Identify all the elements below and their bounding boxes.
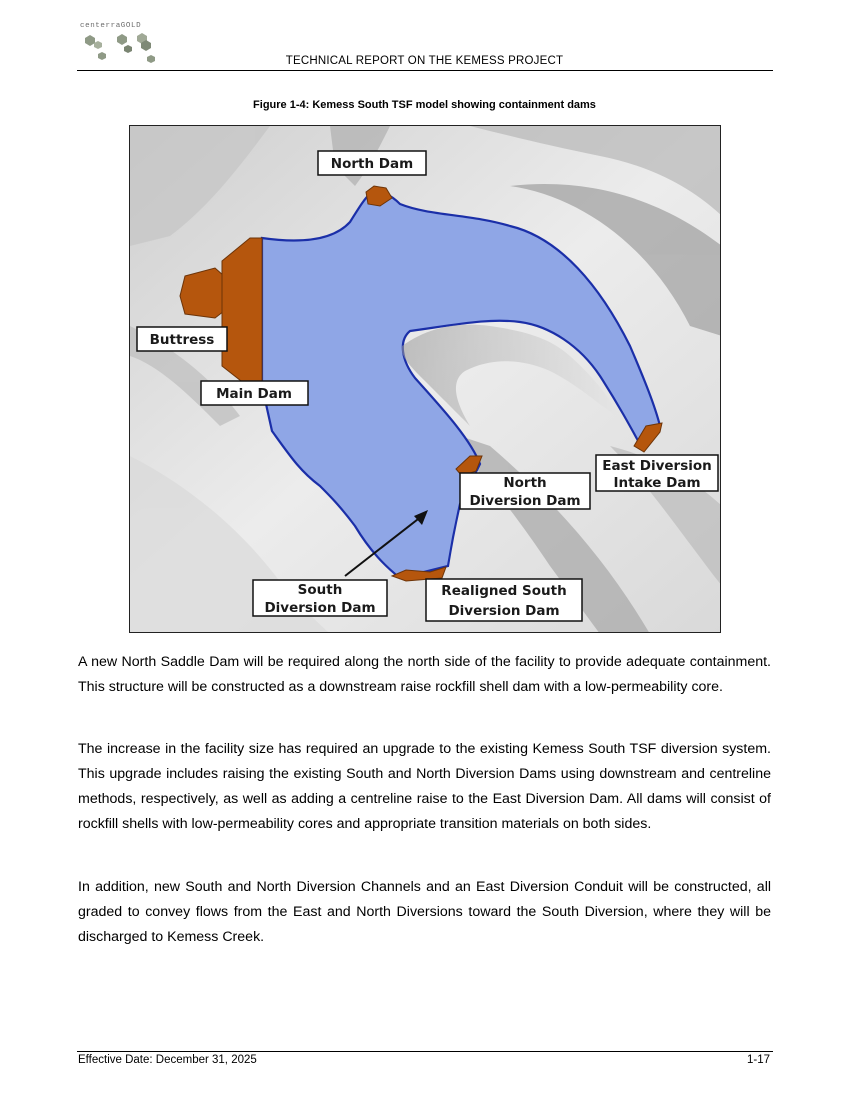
footer-divider [77,1051,773,1052]
label-realigned-south-diversion-dam [426,579,582,621]
label-main-dam [201,381,308,405]
svg-text:Intake Dam: Intake Dam [613,475,701,491]
svg-text:Diversion Dam: Diversion Dam [469,493,581,509]
label-north-dam [318,151,426,175]
svg-text:Diversion Dam: Diversion Dam [448,603,560,619]
svg-text:North: North [503,475,547,491]
label-south-diversion-dam [253,580,387,616]
tsf-model-figure [129,125,721,633]
svg-text:Main Dam: Main Dam [216,386,292,402]
effective-date: Effective Date: December 31, 2025 [78,1054,257,1066]
buttress-structure [180,268,224,318]
svg-text:Diversion Dam: Diversion Dam [264,600,376,616]
report-title: TECHNICAL REPORT ON THE KEMESS PROJECT [285,55,564,67]
page-number: 1-17 [746,1054,770,1066]
svg-text:South: South [297,582,343,598]
logo-text: centerraGOLD [80,22,142,30]
svg-text:Buttress: Buttress [149,332,215,348]
label-east-diversion-intake-dam [596,455,718,491]
svg-text:North Dam: North Dam [330,156,414,172]
paragraph-north-saddle-dam: A new North Saddle Dam will be required along the north side of the facility to provide adequate containment. This structure will be constructed as a downstream raise rockfill shell dam with a low-permeability core. [78,654,771,695]
label-north-diversion-dam [460,473,590,509]
svg-text:Realigned South: Realigned South [441,583,567,599]
svg-text:East Diversion: East Diversion [602,458,712,474]
figure-caption: Figure 1-4: Kemess South TSF model showing containment dams [253,99,596,111]
main-dam-structure [222,238,262,388]
header-divider [77,70,773,71]
label-buttress [137,327,227,351]
paragraph-diversion-channels: In addition, new South and North Diversion Channels and an East Diversion Conduit will be constructed, all graded to convey flows from the East and North Diversions toward the South Diversion, where they will be discharged to Kemess Creek. [78,879,771,945]
tsf-map [130,126,721,633]
paragraph-diversion-upgrade: The increase in the facility size has required an upgrade to the existing Kemess South TSF diversion system. This upgrade includes raising the existing South and North Diversion Dams using downstream and centreline methods, respectively, as well as adding a centreline raise to the East Diversion Dam. All dams will consist of rockfill shells with low-permeability cores and appropriate transition materials on both sides. [78,741,771,832]
